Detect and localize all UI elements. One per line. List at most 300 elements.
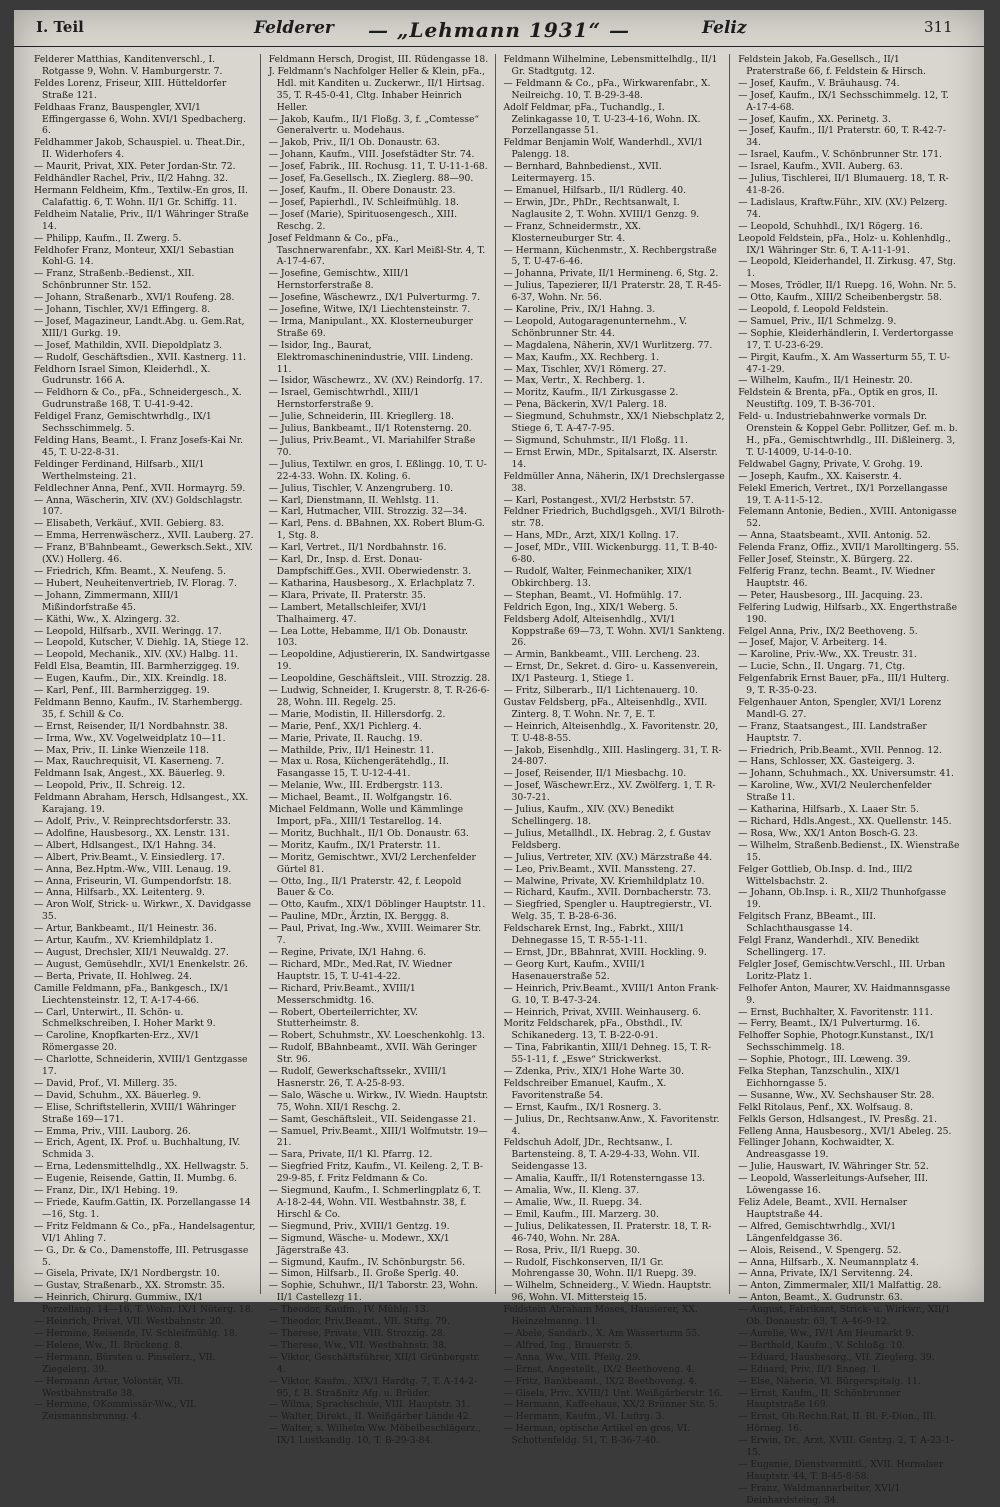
directory-entry: — Hermann, Küchenmstr., X. Rechbergstraße 5, T. U-47-6-46. [503, 244, 717, 268]
directory-entry: — Rosa, Ww., XX/1 Anton Bosch-G. 23. [738, 827, 919, 839]
directory-entry: — Pena, Bäckerin, XV/1 Palerg. 18. [503, 399, 667, 411]
directory-entry: — Karl, Postangest., XVI/2 Herbststr. 57. [503, 494, 694, 506]
directory-entry: Felderer Matthias, Kanditenverschl., I. Rotgasse 9, Wohn. V. Hamburgerstr. 7. [34, 54, 223, 77]
directory-entry: — Siegmund, Priv., XVIII/1 Gentzg. 19. [268, 1220, 450, 1232]
directory-entry: — Malwine, Private, XV. Kriemhildplatz 10. [503, 875, 705, 887]
directory-entry: — Richard, MDr., Med.Rat, IV. Wiedner Hauptstr. 15, T. U-41-4-22. [268, 958, 452, 982]
directory-entry: Feldmann Hersch, Drogist, III. Rüdengasse 18. [268, 54, 489, 65]
directory-entry: — Rudolf, BBahnbeamt., XVII. Wäh Geringer Str. 96. [268, 1042, 477, 1066]
directory-entry: Fellinger Johann, Kochwaidter, X. Andreasgasse 19. [738, 1137, 895, 1161]
directory-entry: — Josef, Kaufm., V. Bräuhausg. 74. [738, 77, 900, 89]
directory-entry: — Erwin, JDr., PhDr., Rechtsanwalt, I. Naglausite 2, T. Wohn. XVIII/1 Genzg. 9. [503, 196, 700, 220]
directory-entry: Feldsberg Adolf, Alteisenhdlg., XVI/1 Koppstraße 69—73, T. Wohn. XVI/1 Sankteng. 26. [503, 613, 726, 649]
directory-entry: — Rudolf, Gewerkschaftssekr., XVIII/1 Hasnerstr. 26, T. A-25-8-93. [268, 1066, 447, 1089]
directory-entry: — Anna, Friseurin, VI. Gumpendorfstr. 18. [34, 875, 232, 887]
directory-entry: — Theodor, Kaufm., IV. Mühlg. 13. [268, 1304, 429, 1316]
directory-entry: — Julius, Textilwr. en gros, I. Eßlingg. 10, T. U-22-4-33. Wohn. IX. Koling. 6. [268, 458, 487, 482]
page-header [14, 10, 984, 47]
directory-entry: — Otto, Kaufm., XIII/2 Scheibenbergstr. 58. [738, 292, 942, 304]
directory-entry: — Aurelie, Ww., IV/1 Am Heumarkt 9. [738, 1327, 915, 1339]
directory-entry: — Ernst, Angestellt., IX/2 Beethoveng. 4. [503, 1363, 695, 1375]
directory-entry: — Leopoldine, Geschäftsleit., VIII. Strozzig. 28. [268, 673, 491, 685]
directory-entry: Michael Feldmann, Wolle und Kämmlinge Import, pFa., XIII/1 Testarellog. 14. [268, 804, 464, 827]
directory-entry: Feldner Friedrich, Buchdlgsgeh., XVI/1 Bilroth-str. 78. [503, 506, 725, 530]
directory-entry: — Samuel, Priv.Beamt., XIII/1 Wolfmutstr. 19—21. [268, 1125, 488, 1149]
directory-entry: Josef Feldmann & Co., pFa., Taschnerwarenfabr., XX. Karl Meißl-Str. 4, T. A-17-4-67. [268, 232, 486, 268]
directory-entry: — Samuel, Priv., II/1 Schmelzg. 9. [738, 315, 897, 327]
directory-entry: Feldmar Benjamin Wolf, Wanderhdl., XVI/1 Palengg. 18. [503, 137, 704, 161]
directory-entry: — Ferry, Beamt., IX/1 Pulverturmg. 16. [738, 1018, 921, 1030]
directory-entry: — Anton, Zimmermaler, XII/1 Malfattig. 28. [738, 1280, 942, 1292]
directory-entry: — Israel, Gemischtwrhdl., XIII/1 Hernstorferstraße 9. [268, 387, 420, 411]
directory-entry: Felfering Ludwig, Hilfsarb., XX. Engerthstraße 190. [738, 601, 958, 625]
directory-entry: — Wilhelm, Kaufm., II/1 Heinestr. 20. [738, 375, 913, 387]
directory-entry: — Eduard, Hausbesorg., VII. Zieglerg. 39. [738, 1351, 935, 1363]
directory-entry: Feldmüller Anna, Näherin, IX/1 Drechslergasse 38. [503, 470, 725, 494]
directory-entry: — Anna, Hilfsarb., X. Neumannplatz 4. [738, 1256, 919, 1268]
directory-entry: — Karl, Pens. d. BBahnen, XX. Robert Blum-G. 1, Stg. 8. [268, 518, 485, 542]
directory-entry: — David, Schuhm., XX. Bäuerleg. 9. [34, 1089, 202, 1101]
directory-entry: — Johann, Schuhmach., XX. Universumstr. 41. [738, 768, 954, 780]
directory-entry: — Josef, Mathildin, XVII. Diepoldplatz 3. [34, 339, 223, 351]
directory-entry: — Julius, Tapezierer, II/1 Praterstr. 28, T. R-45-6-37, Wohn. Nr. 56. [503, 280, 722, 304]
directory-entry: — Sophie, Kleiderhändlerin, I. Verdertorgasse 17, T. U-23-6-29. [738, 327, 954, 351]
directory-entry: — Leopold, Kutscher, V. Diehlg. 1A, Stiege 12. [34, 637, 249, 649]
directory-entry: — Leopold, Autogaragenunternehm., V. Schönbrunner Str. 44. [503, 315, 688, 339]
directory-entry: — Feldhorn & Co., pFa., Schneidergesch., X. Gudrunstraße 168, T. U-41-9-42. [34, 387, 242, 411]
directory-entry: — Sigmund, Kaufm., IV. Schönburgstr. 56. [268, 1256, 465, 1268]
directory-entry: — Ernst, Reisender, II/1 Nordbahnstr. 38. [34, 720, 228, 732]
directory-entry: — Hermine, OKommissär-Ww., VII. Zeismannsbrunng. 4. [34, 1399, 197, 1423]
directory-entry: — Fritz Feldmann & Co., pFa., Handelsagentur, VI/1 Ahling 7. [34, 1220, 256, 1244]
directory-entry: — Erna, Ledensmittelhdlg., XX. Hellwagstr. 5. [34, 1161, 249, 1173]
directory-entry: — August, Gemüsehdlr., XVI/1 Enenkelstr. 26. [34, 958, 248, 970]
directory-entry: — Josef, Major, V. Arbeiterg. 14. [738, 637, 888, 649]
directory-entry: — Julius, Bankbeamt., II/1 Rotensterng. 20. [268, 423, 472, 435]
directory-entry: — Alfred, Ing., Brauerstr. 5. [503, 1339, 634, 1351]
directory-entry: — Hubert, Neuheitenvertrieb, IV. Florag. 7. [34, 577, 237, 589]
directory-entry: — Berthold, Kaufm., V. Schloßg. 10. [738, 1339, 906, 1351]
directory-entry: — Artur, Bankbeamt., II/1 Heinestr. 36. [34, 923, 217, 935]
directory-entry: — Robert, Schuhmstr., XV. Loeschenkohlg. 13. [268, 1030, 485, 1042]
directory-entry: — Katharina, Hilfsarb., X. Laaer Str. 5. [738, 804, 920, 816]
directory-entry: — Sigmund, Wäsche- u. Modewr., XX/1 Jägerstraße 43. [268, 1232, 450, 1256]
directory-entry: — Richard, Priv.Beamt., XVIII/1 Messerschmidtg. 16. [268, 982, 416, 1006]
directory-entry: — Anna, Wäscherin, XIV. (XV.) Goldschlagstr. 107. [34, 494, 243, 518]
directory-entry: — Leopold, Priv., II. Schreig. 12. [34, 780, 186, 792]
directory-entry: — Ernst, Ob.Rechn.Rat, II. Bl. F.-Dion., III. Hörneg. 16. [738, 1411, 937, 1435]
directory-entry: — Johann, Kaufm., VIII. Josefstädter Str. 74. [268, 149, 475, 161]
directory-entry: — Karl, Penf., III. Barmherziggeg. 19. [34, 685, 210, 697]
directory-entry: — Karl, Dr., Insp. d. Erst. Donau-Dampfschiff.Ges., XVII. Oberwiedenstr. 3. [268, 554, 472, 577]
directory-entry: — Lea Lotte, Hebamme, II/1 Ob. Donaustr. 103. [268, 625, 468, 649]
directory-entry: — Otto, Ing., II/1 Praterstr. 42, f. Leopold Bauer & Co. [268, 875, 462, 899]
directory-entry: — David, Prof., VI. Millerg. 35. [34, 1077, 178, 1089]
directory-entry: — Heinrich, Alteisenhdlg., X. Favoritenstr. 20, T. U-48-8-55. [503, 720, 719, 744]
directory-entry: — Gustav, Straßenarb., XX. Stromstr. 35. [34, 1280, 225, 1292]
directory-entry: — Maurit, Privat, XIX. Peter Jordan-Str. 72. [34, 161, 236, 173]
directory-entry: — Richard, Hdls.Angest., XX. Quellenstr. 145. [738, 816, 952, 827]
directory-entry: — Peter, Hausbesorg., III. Jacquing. 23. [738, 589, 923, 601]
directory-entry: — Marie, Penf., XX/1 Pichlerg. 4. [268, 720, 422, 732]
directory-entry: Feldstein & Brenta, pFa., Optik en gros, II. Neustiftg. 109, T. B-36-701. [738, 387, 938, 411]
directory-entry: — Karl, Vertret., II/1 Nordbahnstr. 16. [268, 542, 447, 554]
directory-entry: — Samt, Geschäftsleit., VII. Seidengasse 21. [268, 1113, 476, 1125]
directory-entry: — Klara, Private, II. Praterstr. 35. [268, 589, 426, 601]
directory-entry: Feldmann Benno, Kaufm., IV. Starhembergg. 35, f. Schill & Co. [34, 696, 243, 720]
directory-entry: — Hermann, Kaffeehaus, XX/2 Brünner Str. 5. [503, 1399, 718, 1411]
directory-entry: — Stephan, Beamt., VI. Hofmühlg. 17. [503, 589, 682, 601]
directory-entry: — Ernst Erwin, MDr., Spitalsarzt, IX. Alserstr. 14. [503, 446, 718, 470]
directory-entry: — Fritz, Bankbeamt., IX/2 Beethoveng. 4. [503, 1375, 698, 1387]
directory-entry: Moritz Feldscharek, pFa., Obsthdl., IV. Schikanederg. 13, T. B-22-0-91. [503, 1018, 683, 1042]
directory-entry: — Adolf, Priv., V. Reinprechtsdorferstr. 33. [34, 816, 231, 827]
directory-entry: Felger Gottlieb, Ob.Insp. d. Ind., III/2 Wittelsbachstr. 2. [738, 863, 913, 887]
directory-entry: — Eugenie, Dienstvermittl., XVII. Hernalser Hauptstr. 44, T. B-45-8-58. [738, 1458, 944, 1482]
directory-entry: — Aron Wolf, Strick- u. Wirkwr., X. Davidgasse 35. [34, 899, 252, 923]
directory-entry: — Fritz, Silberarb., II/1 Lichtenauerg. 10. [503, 685, 698, 697]
directory-entry: — Wilhelm, Schneiderg., V. Wiedn. Hauptstr. 96, Wohn. VI. Mittersteig 15. [503, 1280, 712, 1304]
directory-entry: — Rosa, Priv., II/1 Ruepg. 30. [503, 1244, 641, 1256]
directory-entry: — Ernst, Buchhalter, X. Favoritenstr. 111. [738, 1006, 933, 1018]
directory-entry: — Josef, Kaufm., II/1 Praterstr. 60, T. R-42-7-34. [738, 125, 947, 149]
directory-entry: — Zdenka, Priv., XIX/1 Hohe Warte 30. [503, 1066, 685, 1078]
directory-entry: — Emanuel, Hilfsarb., II/1 Rüdlerg. 40. [503, 184, 687, 196]
directory-entry: — Heinrich, Chirurg. Gummiw., IX/1 Porzellang. 14—16, T. Wohn. IX/1 Nöterg. 18. [34, 1292, 254, 1316]
directory-entry: — Michael, Beamt., II. Wolfgangstr. 16. [268, 792, 452, 804]
directory-entry: — Irma, Ww., XV. Vogelweidplatz 10—11. [34, 732, 226, 744]
directory-entry: — Helene, Ww., II. Brückeng. 8. [34, 1339, 183, 1351]
directory-entry: — Heinrich, Priv.Beamt., XVIII/1 Anton Frank-G. 10, T. B-47-3-24. [503, 982, 719, 1006]
directory-entry: — August, Fabrikant, Strick- u. Wirkwr., XII/1 Ob. Donaustr. 63, T. A-46-9-12. [738, 1304, 951, 1328]
directory-entry: Feldhorn Israel Simon, Kleiderhdl., X. Gudrunstr. 166 A. [34, 363, 211, 387]
directory-entry: — Bernhard, Bahnbedienst., XVII. Leitermayerg. 15. [503, 161, 662, 185]
directory-entry: — Artur, Kaufm., XV. Kriemhildplatz 1. [34, 935, 214, 947]
directory-entry: — Franz, Waldmannarbeiter, XVI/1 Deinhardsteing. 34. [738, 1482, 901, 1506]
directory-entry: — Julius, Kaufm., XIV. (XV.) Benedikt Schellingerg. 18. [503, 804, 674, 827]
directory-entry: Feldhaas Franz, Bauspengler, XVI/1 Effingergasse 6, Wohn. XVI/1 Spedbacherg. 6. [34, 101, 246, 137]
directory-entry: — Josef, Kaufm., XX. Perinetg. 3. [738, 113, 891, 125]
directory-entry: Feldes Lorenz, Friseur, XIII. Hütteldorfer Straße 121. [34, 77, 227, 101]
directory-entry: — Ernst, Dr., Sekret. d. Giro- u. Kassenverein, IX/1 Pasteurg. 1, Stiege 1. [503, 661, 719, 685]
directory-entry: — Hermann, Kaufm., VI. Luftrg. 3. [503, 1411, 665, 1423]
directory-entry: Felenda Franz, Offiz., XVII/1 Marolltingerg. 55. [738, 542, 960, 554]
directory-entry: Felemann Antonie, Bedien., XVIII. Antonigasse 52. [738, 506, 957, 530]
directory-entry: — Erwin, Dr., Arzt, XVIII. Gentzg. 2, T. A-23-1-15. [738, 1435, 954, 1459]
directory-entry: — Emma, Herrenwäscherz., XVII. Lauberg. 27. [34, 530, 254, 542]
directory-entry: Feldschreiber Emanuel, Kaufm., X. Favoritenstraße 54. [503, 1077, 667, 1101]
column-1 [34, 54, 261, 1423]
directory-entry: — Sigmund, Schuhmstr., II/1 Floßg. 11. [503, 435, 688, 446]
directory-entry: — Hans, MDr., Arzt, XIX/1 Kollng. 17. [503, 530, 679, 542]
directory-entry: — Julius, Tischler, V. Anzengruberg. 10. [268, 482, 454, 494]
page-number: 311 [924, 18, 953, 36]
directory-entry: Feldl Elsa, Beamtin, III. Barmherziggeg. 19. [34, 661, 240, 673]
directory-entry: Feldhofer Franz, Monteur, XXI/1 Sebastian Kohl-G. 14. [34, 244, 235, 268]
directory-entry: — Feldmann & Co., pFa., Wirkwarenfabr., X. Neilreichg. 10, T. B-29-3-48. [503, 77, 711, 101]
directory-entry: — Carl, Unterwirt., II. Schön- u. Schmelkschreiben, I. Hoher Markt 9. [34, 1006, 216, 1030]
directory-entry: — Philipp, Kaufm., II. Zwerg. 5. [34, 232, 182, 244]
directory-entry: — Marie, Private, II. Rauchg. 19. [268, 732, 423, 744]
directory-title: — „Lehmann 1931“ — [367, 18, 631, 42]
directory-entry: — Herman, optische Artikel en gros, VI. Schottenfeldg. 51, T. B-36-7-40. [503, 1423, 690, 1447]
directory-entry: — Melanie, Ww., III. Erdbergstr. 113. [268, 780, 443, 792]
directory-entry: — Wilma, Sprachschule, VIII. Hauptstr. 31. [268, 1399, 470, 1411]
entry-columns [34, 54, 964, 1506]
directory-entry: Hermann Feldheim, Kfm., Textilw.-En gros, II. Calafattig. 6, T. Wohn. II/1 Gr. Schiffg. 11. [34, 184, 248, 208]
directory-entry: — Viktor, Kaufm., XIX/1 Hardtg. 7, T. A-14-2-95, f. B. Straßnitz Afg. u. Brüder. [268, 1375, 477, 1399]
directory-entry: — Israel, Kaufm., XVII. Auberg. 63. [738, 161, 903, 173]
directory-entry: Adolf Feldmar, pFa., Tuchandlg., I. Zelinkagasse 10, T. U-23-4-16, Wohn. IX. Porzellangasse 51. [503, 101, 701, 137]
directory-entry: Feldmann Isak, Angest., XX. Bäuerleg. 9. [34, 768, 226, 780]
directory-entry: — Armin, Bankbeamt., VIII. Lercheng. 23. [503, 649, 700, 661]
directory-entry: — Anna, Private, IX/1 Servitenng. 24. [738, 1268, 913, 1280]
directory-entry: Feldwabel Gagny, Private, V. Grohg. 19. [738, 458, 923, 470]
directory-entry: — Sara, Private, II/1 Kl. Pfarrg. 12. [268, 1149, 433, 1161]
directory-entry: — Eugenie, Reisende, Gattin, II. Mumbg. 6. [34, 1173, 238, 1185]
directory-entry: Felferig Franz, techn. Beamt., IV. Wiedner Hauptstr. 46. [738, 565, 935, 589]
directory-entry: — Sophie, Schuhwr., II/1 Taborstr. 23, Wohn. II/1 Castellezg 11. [268, 1280, 478, 1304]
directory-entry: Feld- u. Industriebahnwerke vormals Dr. Orenstein & Koppel Gebr. Pollitzer, Gef. m. b. H., pFa., Gemischtwrhdlg., III. Dißleinerg. 3, T. U-14009, U-14-0-10. [738, 411, 958, 458]
directory-entry: — Siegmund, Schuhmstr., XX/1 Niebschplatz 2, Stiege 6, T. A-47-7-95. [503, 411, 725, 435]
directory-entry: — Anna, Hilfsarb., XX. Leitenterg. 9. [34, 887, 205, 899]
directory-entry: — Heinrich, Privat, XVIII. Weinhauserg. 6. [503, 1006, 702, 1018]
directory-entry: — Johann, Tischler, XV/1 Effingerg. 8. [34, 304, 211, 316]
directory-entry: Leopold Feldstein, pFa., Holz- u. Kohlenhdlg., IX/1 Währinger Str. 6, T. A-11-1-91. [738, 232, 951, 256]
directory-entry: — Anton, Beamt., X. Gudrunstr. 63. [738, 1292, 903, 1304]
directory-entry: — Walter, s. Wilhelm Ww. Möbelbeschlägerz., IX/1 Lustkandlg. 10, T. B-29-3-84. [268, 1423, 482, 1447]
directory-entry: — Tina, Fabrikantin, XIII/1 Dehneg. 15, T. R-55-1-11, f. „Eswe“ Strickwerkst. [503, 1042, 711, 1066]
directory-entry: — Therese, Ww., VII. Westbahnstr. 38. [268, 1339, 447, 1351]
directory-entry: — Eduard, Priv., II/1 Enneg. 1. [738, 1363, 881, 1375]
directory-entry: Felkl Ritolaus, Penf., XX. Wolfsaug. 8. [738, 1101, 914, 1113]
directory-entry: Felekl Emerich, Vertret., IX/1 Porzellangasse 19, T. A-11-5-12. [738, 482, 948, 506]
directory-entry: — Jakob, Eisenhdlg., XIII. Haslingerg. 31, T. R-24-807. [503, 744, 722, 768]
column-4 [738, 54, 964, 1506]
directory-entry: — Karoline, Priv., IX/1 Hahng. 3. [503, 304, 656, 316]
directory-entry: — Julius, Vertreter, XIV. (XV.) Märzstraße 44. [503, 851, 713, 863]
directory-entry: — Johann, Straßenarb., XVI/1 Roufeng. 28. [34, 292, 235, 304]
directory-entry: — Abele, Sandarb., X. Am Wasserturm 55. [503, 1327, 701, 1339]
directory-entry: — Josef (Marie), Spirituosengesch., XIII. Reschg. 2. [268, 208, 458, 232]
directory-entry: — Mathilde, Priv., II/1 Heinestr. 11. [268, 744, 434, 756]
directory-entry: Felgl Franz, Wanderhdl., XIV. Benedikt Schellingerg. 17. [738, 935, 919, 958]
directory-entry: Feldigel Franz, Gemischtwrhdlg., IX/1 Sechsschimmelg. 5. [34, 411, 212, 435]
directory-entry: — Richard, Kaufm., XVII. Dornbacherstr. 73. [503, 887, 712, 899]
directory-entry: — Leopold, Mechanik., XIV. (XV.) Halbg. 11. [34, 649, 239, 661]
directory-entry: — Max, Rauchrequisit, VI. Kaserneng. 7. [34, 756, 225, 768]
directory-entry: — Magdalena, Näherin, XV/1 Wurlitzerg. 77. [503, 339, 713, 351]
directory-entry: — Georg Kurt, Kaufm., XVIII/1 Hasenauerstraße 52. [503, 958, 646, 982]
directory-entry: — G., Dr. & Co., Damenstoffe, III. Petrusgasse 5. [34, 1244, 249, 1268]
directory-entry: J. Feldmann's Nachfolger Heller & Klein, pFa., Hdl. mit Kanditen u. Zuckerwr., II/1 Hirtsag. 35, T. R-45-0-41, Cltg. Inhaber Heinrich Heller. [268, 65, 486, 113]
directory-entry: — Otto, Kaufm., XIX/1 Döblinger Hauptstr. 11. [268, 899, 486, 911]
directory-entry: — Isidor, Ing., Baurat, Elektromaschinenindustrie, VIII. Lindeng. 11. [268, 339, 474, 375]
directory-entry: Felkls Gerson, Hdlsangest., IV. Presßg. 21. [738, 1113, 937, 1125]
directory-entry: — Friedrich, Kfm. Beamt., X. Neufeng. 5. [34, 565, 227, 577]
directory-entry: — Leopold, Wasserleitungs-Aufseher, III. Löwengasse 16. [738, 1173, 928, 1197]
directory-entry: — Josef, Wäschewr.Erz., XV. Zwölferg. 1, T. R-30-7-21. [503, 780, 716, 804]
directory-entry: Feldrich Egon, Ing., XIX/1 Weberg. 5. [503, 601, 678, 613]
directory-entry: — Eugen, Kaufm., Dir., XIX. Kreindlg. 18. [34, 673, 227, 685]
directory-entry: Felka Stephan, Tanzschulin., XIX/1 Eichhorngasse 5. [738, 1066, 901, 1089]
directory-entry: — Karoline, Ww., XVI/2 Neulerchenfelder Straße 11. [738, 780, 932, 804]
directory-entry: — Franz, Dir., IX/1 Hebing. 19. [34, 1185, 178, 1197]
directory-entry: — Moritz, Kaufm., II/1 Zirkusgasse 2. [503, 387, 679, 399]
directory-entry: Felgel Anna, Priv., IX/2 Beethoveng. 5. [738, 625, 918, 637]
directory-entry: — Friedrich, Prib.Beamt., XVII. Pennog. 12. [738, 744, 942, 756]
directory-entry: — Josef, MDr., VIII. Wickenburgg. 11, T. B-40-6-80. [503, 542, 718, 566]
directory-entry: Felgenfabrik Ernst Bauer, pFa., III/1 Hulterg. 9, T. R-35-0-23. [738, 673, 950, 697]
directory-entry: — Emma, Priv., VIII. Lauborg. 26. [34, 1125, 191, 1137]
directory-entry: — Max, Vertr., X. Rechberg. 1. [503, 375, 645, 387]
directory-entry: — Max, Tischler, XV/1 Römerg. 27. [503, 363, 667, 375]
directory-entry: — Josef, Fabrik., III. Rochusg. 11, T. U-11-1-68. [268, 161, 488, 173]
directory-entry: — Hans, Schlosser, XX. Gasteigerg. 3. [738, 756, 915, 768]
directory-entry: Feldheim Natalie, Priv., II/1 Währinger Straße 14. [34, 208, 249, 232]
directory-entry: Feldschuh Adolf, JDr., Rechtsanw., I. Bartensteing. 8, T. A-29-4-33, Wohn. VII. Seidengasse 13. [503, 1137, 700, 1173]
directory-entry: — Pauline, MDr., Ärztin, IX. Berggg. 8. [268, 911, 450, 923]
directory-entry: Feldscharek Ernst, Ing., Fabrkt., XIII/1 Dehnegasse 15, T. R-55-1-11. [503, 923, 685, 947]
directory-entry: — Alfred, Gemischtwrhdlg., XVI/1 Längenfeldgasse 36. [738, 1220, 897, 1244]
directory-entry: — Charlotte, Schneiderin, XVIII/1 Gentzgasse 17. [34, 1054, 248, 1078]
right-guide-word: Feliz [702, 18, 747, 38]
directory-entry: — Leopold, Hilfsarb., XVII. Weringg. 17. [34, 625, 222, 637]
directory-entry: — Anna, Bez.Hptm.-Ww., VIII. Lenaug. 19. [34, 863, 232, 875]
directory-entry: — Ernst, Kaufm., IX/1 Rosnerg. 3. [503, 1101, 662, 1113]
directory-page [14, 10, 984, 1506]
directory-entry: — Albert, Priv.Beamt., V. Einsiedlerg. 17. [34, 851, 225, 863]
directory-entry: — Heinrich, Privat, VII. Westbahnstr. 20. [34, 1316, 225, 1328]
directory-entry: Feldmann Abraham, Hersch, Hdlsangest., XX. Karajang. 19. [34, 792, 249, 816]
directory-entry: — Irma, Manipulant., XX. Klosterneuburger Straße 69. [268, 315, 473, 339]
directory-entry: Feldstein Abraham Moses, Hausierer, XX. Heinzelmanng. 11. [503, 1304, 698, 1328]
directory-entry: — Anna, Staatsbeamt., XVII. Antonig. 52. [738, 530, 931, 542]
directory-entry: — Julius, Tischlerei, II/1 Blumauerg. 18, T. R-41-8-26. [738, 173, 949, 196]
directory-entry: — Ludwig, Schneider, I. Krugerstr. 8, T. R-26-6-28, Wohn. III. Regelg. 25. [268, 685, 490, 708]
directory-entry: — Theodor, Priv.Beamt., VII. Stiftg. 79. [268, 1316, 450, 1328]
directory-entry: — Siegmund, Kaufm., I. Schmerlingplatz 6, T. A-18-2-44, Wohn. VII. Westbahnstr. 38, f. Hirschl & Co. [268, 1185, 481, 1220]
directory-entry: — Joseph, Kaufm., XX. Kaiserstr. 4. [738, 470, 902, 482]
directory-entry: — Karl, Dienstmann, II. Wehlstg. 11. [268, 494, 440, 506]
directory-entry: — Viktor, Geschäftsführer, XII/1 Grünbergstr. 4. [268, 1351, 480, 1375]
directory-entry: — Siegfried, Spengler u. Hauptregierstr., VI. Welg. 35, T. B-28-6-36. [503, 899, 713, 923]
directory-entry: — Leo, Priv.Beamt., XVII. Manssteng. 27. [503, 863, 696, 875]
directory-entry: — Paul, Privat, Ing.-Ww., XVIII. Weimarer Str. 7. [268, 923, 482, 947]
directory-entry: — Moritz, Buchhalt., II/1 Ob. Donaustr. 63. [268, 827, 469, 839]
directory-entry: — Julius, Metallhdl., IX. Hebrag. 2, f. Gustav Feldsberg. [503, 827, 711, 851]
directory-entry: Feldstein Jakob, Fa.Gesellsch., II/1 Praterstraße 66, f. Feldstein & Hirsch. [738, 54, 926, 77]
directory-entry: Gustav Feldsberg, pFa., Alteisenhdlg., XVII. Zinterg. 8, T. Wohn. Nr. 7, E. T. [503, 696, 708, 720]
directory-entry: — Moritz, Kaufm., IX/1 Praterstr. 11. [268, 839, 441, 851]
directory-entry: — Max, Priv., II. Linke Wienzeile 118. [34, 744, 209, 756]
directory-entry: — Julie, Schneiderin, III. Kriegllerg. 18. [268, 411, 454, 423]
directory-entry: — Marie, Modistin, II. Hillersdorfg. 2. [268, 708, 446, 720]
directory-entry: Felhoffer Sophie, Photogr.Kunstanst., IX/1 Sechsschimmelg. 18. [738, 1030, 935, 1054]
directory-entry: — Siegfried Fritz, Kaufm., VI. Keileng. 2, T. B-29-9-85, f. Fritz Feldmann & Co. [268, 1161, 484, 1185]
directory-entry: — Josef, Reisender, II/1 Miesbachg. 10. [503, 768, 687, 780]
directory-entry: — Elise, Schriftstellerin, XVIII/1 Währinger Straße 169—171. [34, 1101, 236, 1125]
directory-entry: — Josefine, Witwe, IX/1 Liechtensteinstr. 7. [268, 304, 471, 316]
directory-entry: — Jakob, Kaufm., II/1 Floßg. 3, f. „Comtesse“ Generalvertr. u. Modehaus. [268, 113, 480, 137]
directory-entry: — Wilhelm, Straßenb.Bedienst., IX. Wienstraße 15. [738, 839, 960, 863]
directory-entry: — Julius, Priv.Beamt., VI. Mariahilfer Straße 70. [268, 435, 476, 458]
column-3 [503, 54, 731, 1447]
directory-entry: — Julie, Hauswart, IV. Währinger Str. 52. [738, 1161, 929, 1173]
directory-entry: — Käthi, Ww., X. Alzingerg. 32. [34, 613, 180, 625]
directory-entry: — Amalia, Kauffr., II/1 Rotensterngasse 13. [503, 1173, 706, 1185]
directory-entry: — Emil, Kaufm., III. Marzerg. 30. [503, 1208, 659, 1220]
directory-entry: — Franz, Schneidermstr., XX. Klosterneuburger Str. 4. [503, 220, 642, 244]
directory-entry: — Elisabeth, Verkäuf., XVII. Gebierg. 83. [34, 518, 225, 530]
directory-entry: — Johanna, Private, II/1 Hermineng. 6, Stg. 2. [503, 268, 719, 280]
directory-entry: Felhofer Anton, Maurer, XV. Haidmannsgasse 9. [738, 982, 951, 1006]
directory-entry: — Walter, Direkt., II. Weißgärber Lände 42. [268, 1411, 472, 1423]
directory-entry: — Salo, Wäsche u. Wirkw., IV. Wiedn. Hauptstr. 75, Wohn. XII/1 Reschg. 2. [268, 1089, 489, 1113]
directory-entry: — Susanne, Ww., XV. Sechshauser Str. 28. [738, 1089, 935, 1101]
directory-entry: Feldinger Ferdinand, Hilfsarb., XII/1 Werthelmsteing. 21. [34, 458, 205, 482]
directory-entry: — Josef, Kaufm., II. Obere Donaustr. 23. [268, 184, 456, 196]
directory-entry: — Lucie, Schn., II. Ungarg. 71, Ctg. [738, 661, 906, 673]
directory-entry: Felding Hans, Beamt., I. Franz Josefs-Kai Nr. 45, T. U-22-8-31. [34, 435, 244, 458]
directory-entry: Felgitsch Franz, BBeamt., III. Schlachthausgasse 14. [738, 911, 876, 935]
directory-entry: Feldhammer Jakob, Schauspiel. u. Theat.Dir., II. Widerhofers 4. [34, 137, 246, 161]
directory-entry: — Josefine, Wäschewrz., IX/1 Pulverturmg. 7. [268, 292, 481, 304]
directory-entry: — Leopoldine, Adjustiererin, IX. Sandwirtgasse 19. [268, 649, 490, 673]
directory-entry: — Leopold, Kleiderhandel, II. Zirkusg. 47, Stg. 1. [738, 256, 956, 280]
directory-entry: — Amalie, Ww., II. Ruepg. 34. [503, 1197, 643, 1208]
directory-entry: — Josef, Magazineur, Landt.Abg. u. Gem.Rat, XIII/1 Gurkg. 19. [34, 315, 245, 339]
directory-entry: — Max u. Rosa, Küchengerätehdlg., II. Fasangasse 15, T. U-12-4-41. [268, 756, 449, 780]
directory-entry: — Johann, Ob.Insp. i. R., XII/2 Thunhofgasse 19. [738, 887, 947, 911]
directory-entry: — Ernst, JDr., BBahnrat, XVIII. Hockling. 9. [503, 946, 707, 958]
directory-entry: — Josef, Papierhdl., IV. Schleifmühlg. 18. [268, 196, 459, 208]
directory-entry: — Ladislaus, Kraftw.Führ., XIV. (XV.) Pelzerg. 74. [738, 196, 948, 220]
directory-entry: — Robert, Oberteilerrichter, XV. Stutterheimstr. 8. [268, 1006, 418, 1030]
directory-entry: Camille Feldmann, pFa., Bankgesch., IX/1 Liechtensteinstr. 12, T. A-17-4-66. [34, 982, 229, 1006]
directory-entry: — Rudolf, Fischkonserven, II/1 Gr. Mohrengasse 30, Wohn. II/1 Ruepg. 39. [503, 1256, 697, 1280]
directory-entry: — Erich, Agent, IX. Prof. u. Buchhaltung, IV. Schmida 3. [34, 1137, 241, 1161]
directory-entry: — Leopold, f. Leopold Feldstein. [738, 304, 889, 316]
directory-entry: — Josef, Kaufm., IX/1 Sechsschimmelg. 12, T. A-17-4-68. [738, 89, 949, 113]
directory-entry: Feldmann Wilhelmine, Lebensmittelhdlg., II/1 Gr. Stadtgutg. 12. [503, 54, 718, 77]
directory-entry: — Moritz, Gemischtwr., XVI/2 Lerchenfelder Gürtel 81. [268, 851, 476, 875]
directory-entry: Feliz Adele, Beamt., XVII. Hernalser Hauptstraße 44. [738, 1197, 908, 1220]
directory-entry: — Anna, Ww., VIII. Pfeilg. 29. [503, 1351, 641, 1363]
directory-entry: Feldlechner Anna, Penf., XVII. Hormayrg. 59. [34, 482, 246, 494]
directory-entry: — Sophie, Photogr., III. Lœweng. 39. [738, 1054, 911, 1066]
part-label: I. Teil [36, 18, 84, 36]
directory-entry: — Ernst, Kaufm., II. Schönbrunner Hauptstraße 169. [738, 1387, 901, 1411]
directory-entry: — Johann, Zimmermann, XIII/1 Mißindorfstraße 45. [34, 589, 180, 613]
directory-entry: — Regine, Private, IX/1 Hahng. 6. [268, 946, 427, 958]
directory-entry: — Leopold, Schuhhdl., IX/1 Rögerg. 16. [738, 220, 923, 232]
directory-entry: — Gisela, Priv., XVIII/1 Unt. Weißgärberstr. 16. [503, 1387, 723, 1399]
directory-entry: — Josefine, Gemischtw., XIII/1 Hernstorferstraße 8. [268, 268, 410, 292]
directory-entry: Felleng Anna, Hausbesorg., XVI/1 Abeleg. 25. [738, 1125, 952, 1137]
directory-entry: — Rudolf, Geschäftsdien., XVII. Kastnerg. 11. [34, 351, 247, 363]
directory-entry: — Caroline, Knopfkarten-Erz., XV/1 Römergasse 20. [34, 1030, 200, 1054]
directory-entry: Felgenhauer Anton, Spengler, XVI/1 Lorenz Mandl-G. 27. [738, 696, 942, 720]
directory-entry: — Franz, B'Bahnbeamt., Gewerksch.Sekt., XIV. (XV.) Hollerg. 46. [34, 542, 253, 566]
directory-entry: — Karoline, Priv.-Ww., XX. Treustr. 31. [738, 649, 917, 661]
directory-entry: — Therese, Private, VIII. Strozzig. 28. [268, 1327, 446, 1339]
directory-entry: — Rudolf, Walter, Feinmechaniker, XIX/1 Obkirchberg. 13. [503, 565, 693, 589]
directory-entry: — Hermann, Bürsten u. Pinselerz., VII. Ziegelerg. 39. [34, 1351, 216, 1375]
directory-entry: — Julius, Delikatessen, II. Praterstr. 18, T. R-46-740, Wohn. Nr. 28A. [503, 1220, 712, 1244]
directory-entry: — Isidor, Wäschewrz., XV. (XV.) Reindorfg. 17. [268, 375, 483, 387]
directory-entry: — Karl, Hutmacher, VIII. Strozzig. 32—34. [268, 506, 468, 518]
